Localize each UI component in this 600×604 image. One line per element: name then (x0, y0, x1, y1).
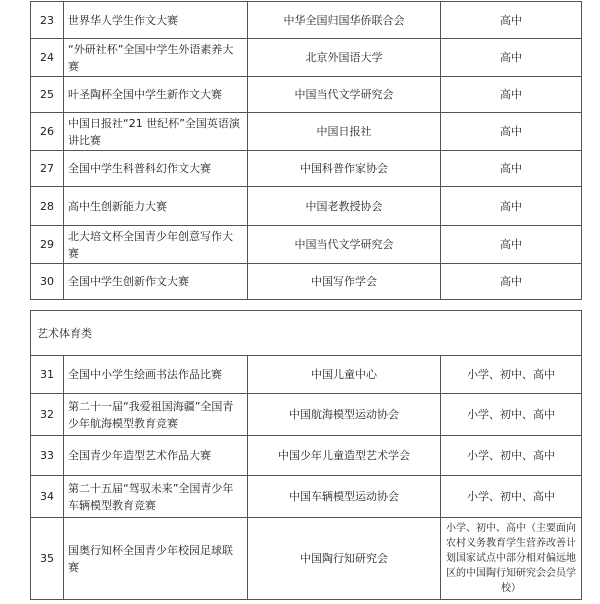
table-row (31, 2, 582, 39)
table-row (31, 226, 582, 264)
competition-name: 第二十五届“驾驭未来”全国青少年车辆模型教育竞赛 (64, 476, 248, 518)
row-number: 33 (31, 436, 64, 476)
competition-name: 全国青少年造型艺术作品大赛 (64, 436, 248, 476)
school-level: 高中 (441, 187, 582, 226)
competition-name: 第二十一届“我爱祖国海疆”全国青少年航海模型教育竞赛 (64, 394, 248, 436)
school-level: 高中 (441, 77, 582, 113)
table-row (31, 151, 582, 187)
row-number: 27 (31, 151, 64, 187)
table-row (31, 394, 582, 436)
row-number: 23 (31, 2, 64, 39)
table-row (31, 476, 582, 518)
organizer: 中国航海模型运动协会 (248, 394, 441, 436)
school-level: 高中 (441, 226, 582, 264)
competition-name: 世界华人学生作文大赛 (64, 2, 248, 39)
table-row (31, 113, 582, 151)
table-row (31, 187, 582, 226)
competition-name: 国奥行知杯全国青少年校园足球联赛 (64, 518, 248, 600)
organizer: 中国日报社 (248, 113, 441, 151)
table-row (31, 356, 582, 394)
organizer: 中国车辆模型运动协会 (248, 476, 441, 518)
row-number: 32 (31, 394, 64, 436)
row-number: 31 (31, 356, 64, 394)
school-level: 高中 (441, 151, 582, 187)
school-level: 小学、初中、高中 (441, 476, 582, 518)
section-title: 艺术体育类 (31, 311, 582, 356)
row-number: 25 (31, 77, 64, 113)
organizer: 中国当代文学研究会 (248, 226, 441, 264)
table-row (31, 264, 582, 300)
row-number: 29 (31, 226, 64, 264)
row-number: 35 (31, 518, 64, 600)
organizer: 中国少年儿童造型艺术学会 (248, 436, 441, 476)
organizer: 中国当代文学研究会 (248, 77, 441, 113)
competition-table-upper (30, 1, 582, 300)
row-number: 30 (31, 264, 64, 300)
competition-name: 全国中小学生绘画书法作品比赛 (64, 356, 248, 394)
school-level: 高中 (441, 113, 582, 151)
competition-name: 全国中学生创新作文大赛 (64, 264, 248, 300)
school-level: 小学、初中、高中 (441, 394, 582, 436)
competition-name: 中国日报社“21 世纪杯”全国英语演讲比赛 (64, 113, 248, 151)
organizer: 北京外国语大学 (248, 39, 441, 77)
row-number: 24 (31, 39, 64, 77)
organizer: 中国老教授协会 (248, 187, 441, 226)
table-row (31, 436, 582, 476)
organizer: 中国科普作家协会 (248, 151, 441, 187)
competition-name: 叶圣陶杯全国中学生新作文大赛 (64, 77, 248, 113)
row-number: 26 (31, 113, 64, 151)
school-level: 小学、初中、高中 (441, 356, 582, 394)
school-level: 小学、初中、高中 (441, 436, 582, 476)
school-level: 高中 (441, 2, 582, 39)
competition-name: 全国中学生科普科幻作文大赛 (64, 151, 248, 187)
school-level: 高中 (441, 264, 582, 300)
competition-table-lower (30, 310, 582, 600)
organizer: 中国陶行知研究会 (248, 518, 441, 600)
table-row (31, 77, 582, 113)
school-level: 小学、初中、高中（主要面向农村义务教育学生营养改善计划国家试点中部分相对偏远地区的中国陶行知研究会会员学校） (441, 518, 582, 600)
row-number: 34 (31, 476, 64, 518)
organizer: 中华全国归国华侨联合会 (248, 2, 441, 39)
competition-name: 北大培文杯全国青少年创意写作大赛 (64, 226, 248, 264)
row-number: 28 (31, 187, 64, 226)
organizer: 中国写作学会 (248, 264, 441, 300)
competition-name: 高中生创新能力大赛 (64, 187, 248, 226)
table-row (31, 518, 582, 600)
competition-name: “外研社杯”全国中学生外语素养大赛 (64, 39, 248, 77)
section-header-row (31, 311, 582, 356)
organizer: 中国儿童中心 (248, 356, 441, 394)
table-row (31, 39, 582, 77)
school-level: 高中 (441, 39, 582, 77)
